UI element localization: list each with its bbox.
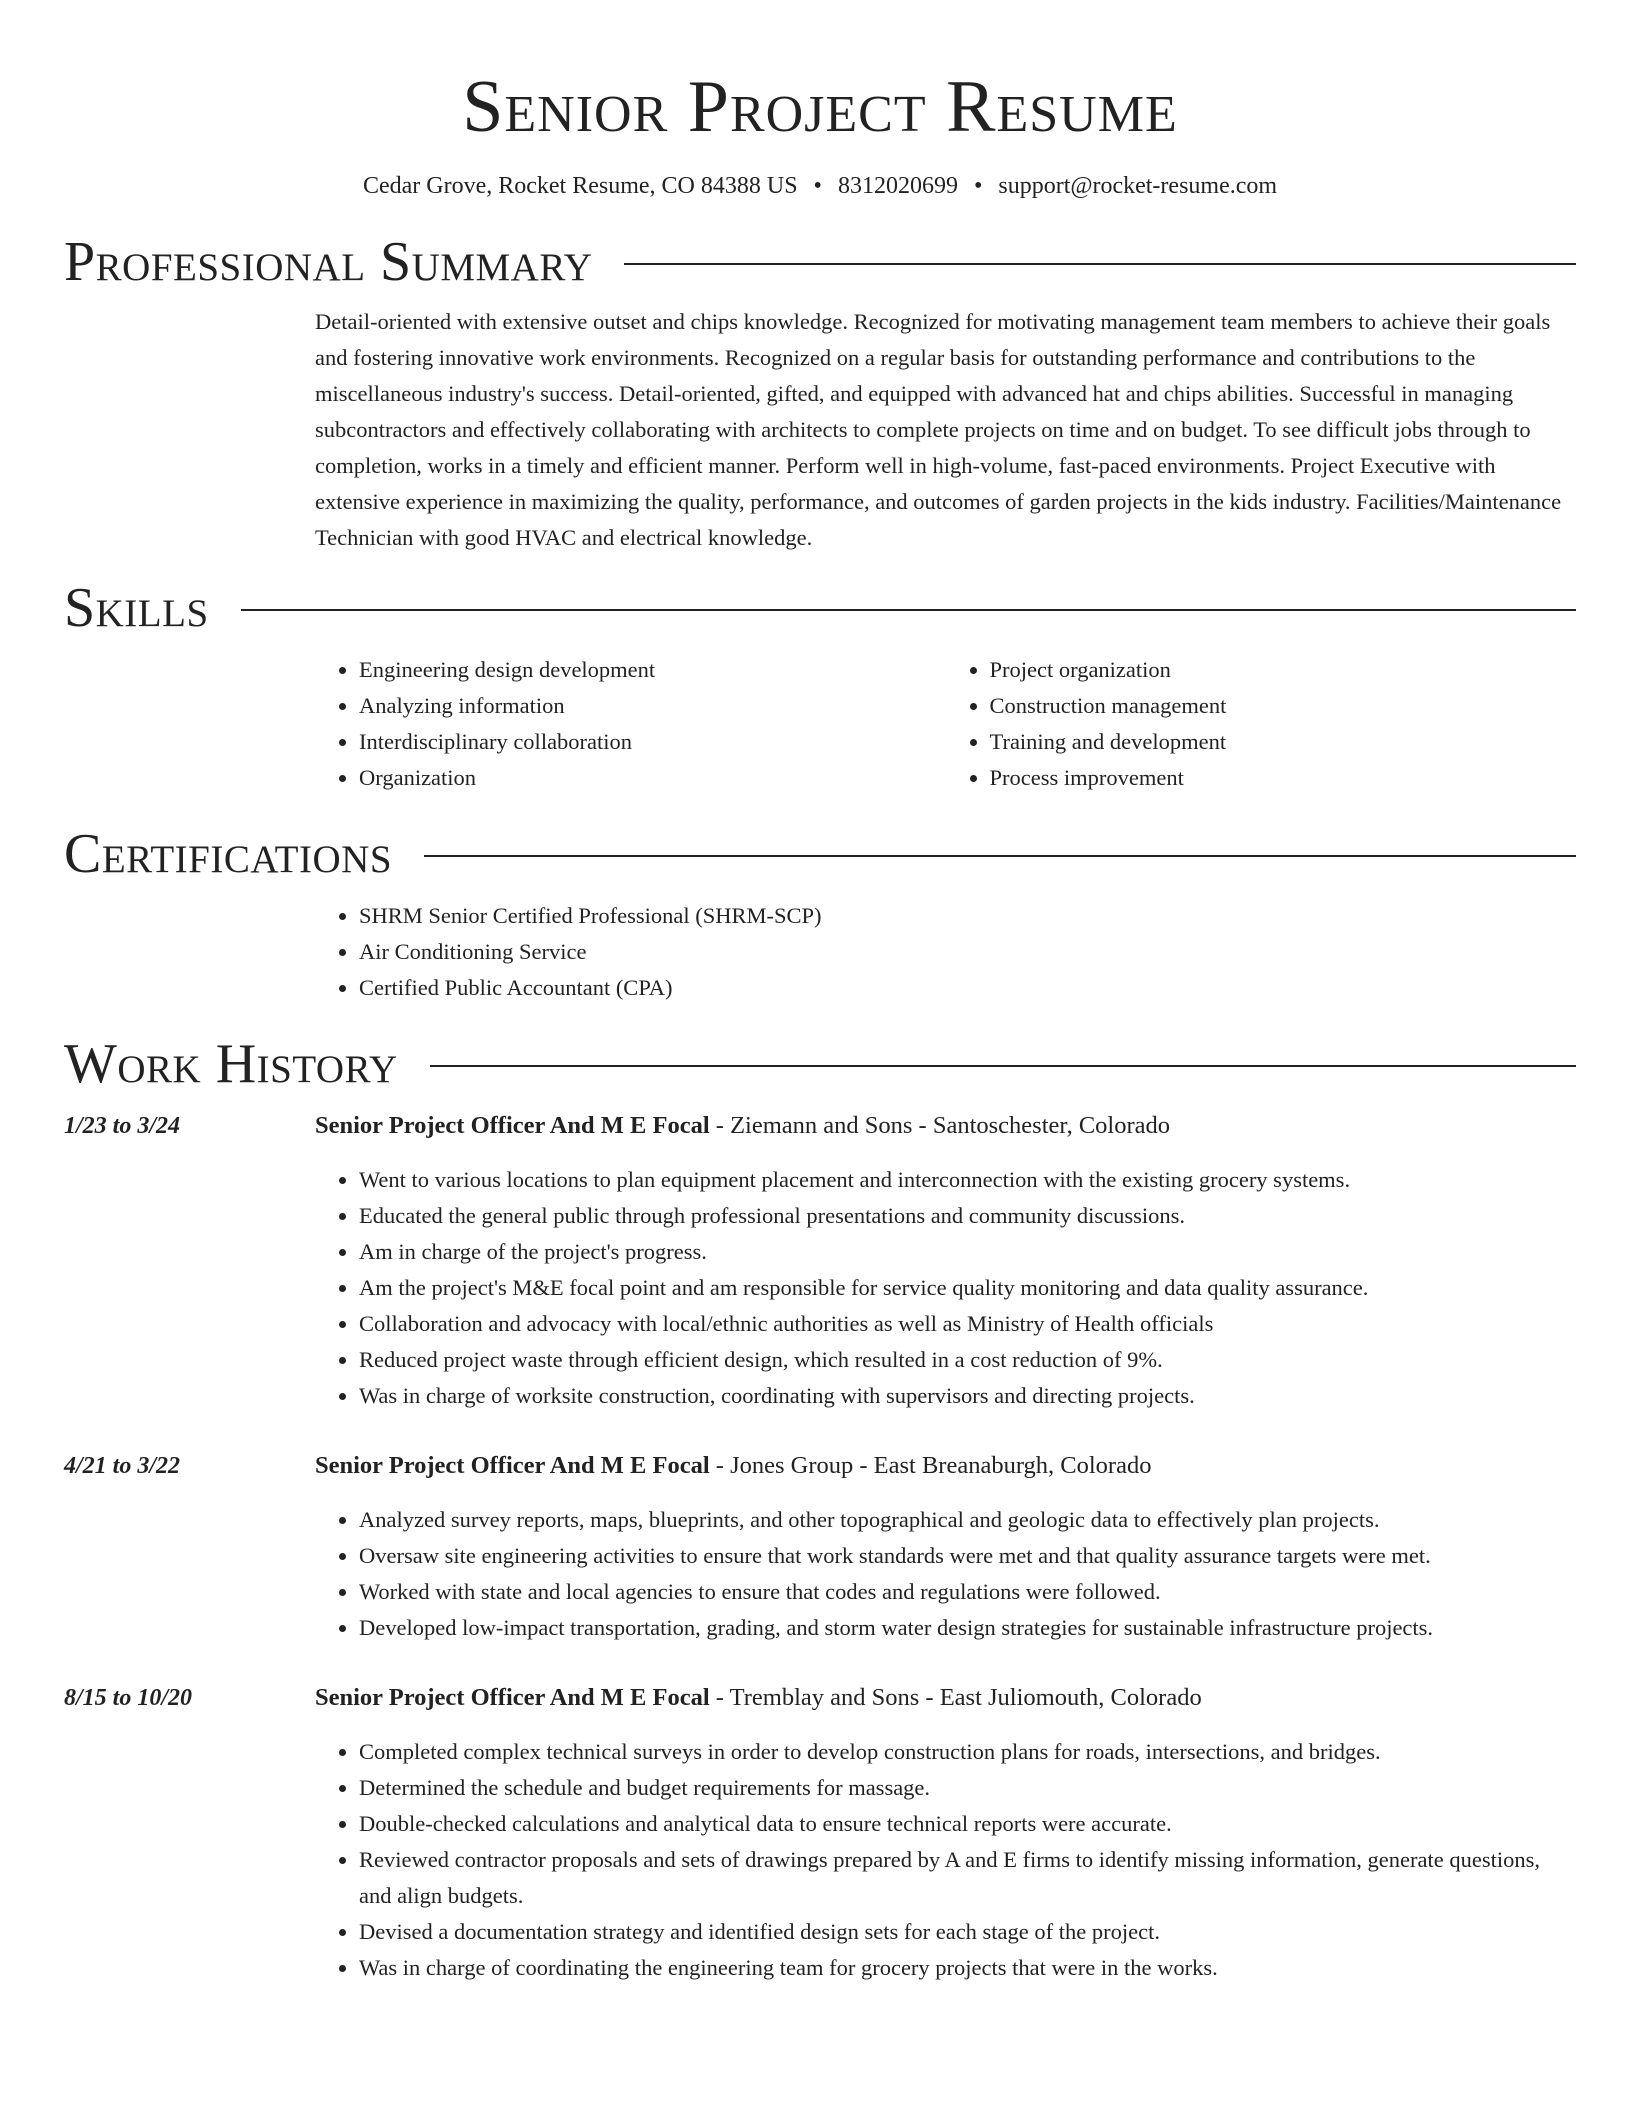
job-body	[315, 1108, 1576, 1414]
job-heading	[315, 1680, 1576, 1716]
skill-item: • Interdisciplinary collaboration	[359, 724, 946, 760]
job-heading	[315, 1448, 1576, 1484]
job-dates: 1/23 to 3/24	[64, 1113, 181, 1139]
certifications-bullets	[315, 898, 1576, 1006]
skills-list	[315, 652, 1576, 796]
resume-page	[64, 0, 1576, 1986]
job-employer-location: - Tremblay and Sons - East Juliomouth, Colorado	[709, 1684, 1202, 1711]
certifications-section-header	[64, 822, 1576, 886]
job-bullet: • Determined the schedule and budget requirements for massage.	[359, 1770, 1576, 1806]
contact-line	[64, 170, 1576, 202]
summary-text: Detail-oriented with extensive outset and chips knowledge. Recognized for motivating management team members to achieve their goals and fostering innovative work environments. Recognized on a regular basis for outstanding performance and contributions to the miscellaneous industry's success. Detail-oriented, gifted, and equipped with advanced hat and chips abilities. Successful in managing subcontractors and effectively collaborating with architects to complete projects on time and on budget. To see difficult jobs through to completion, works in a timely and efficient manner. Perform well in high-volume, fast-paced environments. Project Executive with extensive experience in maximizing the quality, performance, and outcomes of garden projects in the kids industry. Facilities/Maintenance Technician with good HVAC and electrical knowledge.	[315, 309, 1562, 550]
skills-section-header	[64, 576, 1576, 640]
section-divider	[424, 855, 1576, 857]
job-bullet: • Reviewed contractor proposals and sets of drawings prepared by A and E firms to identify missing information, generate questions, and align budgets.	[359, 1842, 1576, 1914]
job-bullet: • Oversaw site engineering activities to ensure that work standards were met and that quality assurance targets were met.	[359, 1538, 1576, 1574]
summary-section-header	[64, 230, 1576, 294]
job-employer-location: - Ziemann and Sons - Santoschester, Colorado	[709, 1112, 1171, 1139]
contact-separator: •	[973, 173, 983, 199]
job-bullet: • Reduced project waste through efficient design, which resulted in a cost reduction of 9%.	[359, 1342, 1576, 1378]
job-bullet: • Completed complex technical surveys in order to develop construction plans for roads, intersections, and bridges.	[359, 1734, 1576, 1770]
skill-item: • Engineering design development	[359, 652, 946, 688]
job-dates: 8/15 to 10/20	[64, 1685, 193, 1711]
job-title: Senior Project Officer And M E Focal	[315, 1684, 710, 1711]
skills-column-right	[946, 652, 1577, 796]
resume-title: Senior Project Resume	[462, 66, 1178, 148]
job-entry	[64, 1108, 1576, 1414]
section-divider	[430, 1065, 1576, 1067]
skills-column-left	[315, 652, 946, 796]
job-bullet: • Went to various locations to plan equipment placement and interconnection with the existing grocery systems.	[359, 1162, 1576, 1198]
job-bullet: • Am in charge of the project's progress.	[359, 1234, 1576, 1270]
contact-address: Cedar Grove, Rocket Resume, CO 84388 US	[362, 173, 798, 199]
skill-item: • Construction management	[990, 688, 1577, 724]
contact-email: support@rocket-resume.com	[998, 173, 1278, 199]
contact-separator: •	[813, 173, 822, 199]
job-title: Senior Project Officer And M E Focal	[315, 1112, 710, 1139]
skill-item: • Project organization	[990, 652, 1577, 688]
job-bullet: • Was in charge of coordinating the engineering team for grocery projects that were in the works.	[359, 1950, 1576, 1986]
certifications-heading: Certifications	[64, 823, 393, 885]
job-dates: 4/21 to 3/22	[64, 1453, 181, 1479]
section-divider	[241, 609, 1576, 611]
job-bullet: • Devised a documentation strategy and identified design sets for each stage of the project.	[359, 1914, 1576, 1950]
job-bullet: • Educated the general public through professional presentations and community discussions.	[359, 1198, 1576, 1234]
job-entry	[64, 1448, 1576, 1646]
work-history-section-header	[64, 1032, 1576, 1096]
certification-item: • SHRM Senior Certified Professional (SHRM-SCP)	[359, 898, 1576, 934]
work-history-heading: Work History	[64, 1033, 398, 1095]
skill-item: • Process improvement	[990, 760, 1577, 796]
job-bullets	[315, 1162, 1576, 1414]
job-bullets	[315, 1734, 1576, 1986]
certifications-list	[315, 898, 1576, 1006]
summary-heading: Professional Summary	[64, 231, 593, 293]
job-bullet: • Collaboration and advocacy with local/ethnic authorities as well as Ministry of Health officials	[359, 1306, 1576, 1342]
job-entry	[64, 1680, 1576, 1986]
skill-item: • Organization	[359, 760, 946, 796]
job-bullet: • Developed low-impact transportation, grading, and storm water design strategies for sustainable infrastructure projects.	[359, 1610, 1576, 1646]
job-bullet: • Worked with state and local agencies to ensure that codes and regulations were followed.	[359, 1574, 1576, 1610]
job-title: Senior Project Officer And M E Focal	[315, 1452, 710, 1479]
job-bullets	[315, 1502, 1576, 1646]
skill-item: • Analyzing information	[359, 688, 946, 724]
skills-heading: Skills	[64, 577, 209, 639]
contact-phone: 8312020699	[837, 173, 958, 199]
job-bullet: • Was in charge of worksite construction, coordinating with supervisors and directing projects.	[359, 1378, 1576, 1414]
job-body	[315, 1680, 1576, 1986]
job-heading	[315, 1108, 1576, 1144]
job-bullet: • Analyzed survey reports, maps, blueprints, and other topographical and geologic data to effectively plan projects.	[359, 1502, 1576, 1538]
job-body	[315, 1448, 1576, 1646]
job-bullet: • Am the project's M&E focal point and am responsible for service quality monitoring and data quality assurance.	[359, 1270, 1576, 1306]
job-employer-location: - Jones Group - East Breanaburgh, Colorado	[709, 1452, 1152, 1479]
skill-item: • Training and development	[990, 724, 1577, 760]
section-divider	[624, 263, 1576, 265]
certification-item: • Certified Public Accountant (CPA)	[359, 970, 1576, 1006]
certification-item: • Air Conditioning Service	[359, 934, 1576, 970]
job-bullet: • Double-checked calculations and analytical data to ensure technical reports were accurate.	[359, 1806, 1576, 1842]
